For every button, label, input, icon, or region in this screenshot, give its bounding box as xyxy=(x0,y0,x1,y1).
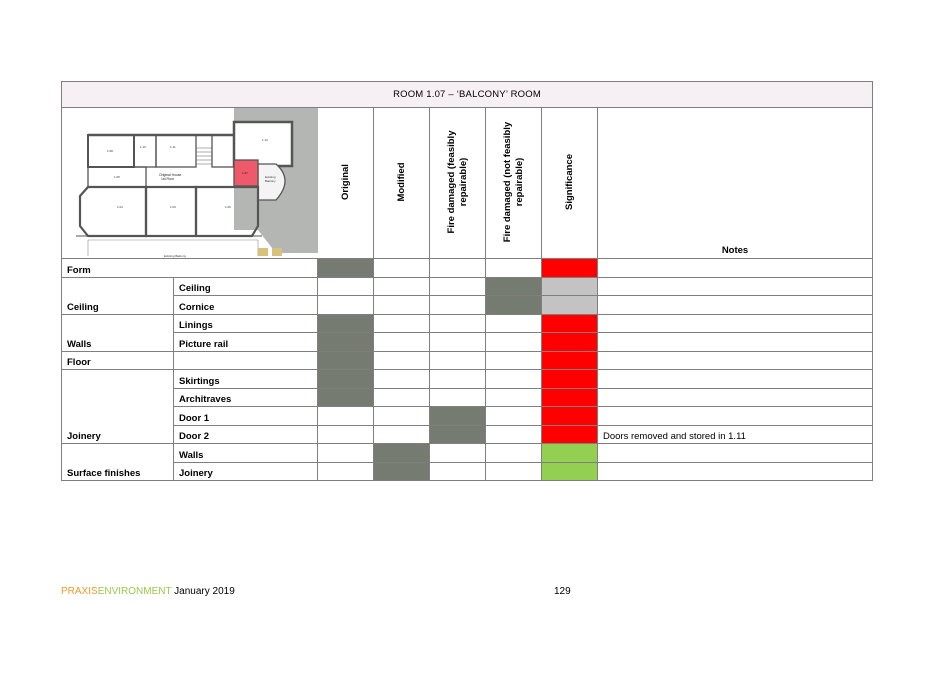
cell-fire-not-feasible xyxy=(486,296,542,315)
header-modified: Modified xyxy=(374,108,430,259)
svg-text:Existing Balcony: Existing Balcony xyxy=(164,254,187,258)
cell-modified xyxy=(374,314,430,333)
cell-notes xyxy=(598,444,873,463)
cell-modified xyxy=(374,333,430,352)
cell-modified xyxy=(374,425,430,444)
cell-significance xyxy=(542,296,598,315)
cell-notes xyxy=(598,277,873,296)
cell-modified xyxy=(374,370,430,389)
cell-original xyxy=(318,333,374,352)
svg-text:1st Floor: 1st Floor xyxy=(161,177,175,181)
cell-notes xyxy=(598,259,873,278)
sub-label-picture-rail: Picture rail xyxy=(174,333,318,352)
cell-notes xyxy=(598,351,873,370)
table-row xyxy=(62,296,873,315)
svg-text:1.04: 1.04 xyxy=(117,205,123,209)
svg-text:Balcony: Balcony xyxy=(265,179,276,183)
cell-fire-not-feasible xyxy=(486,277,542,296)
svg-text:1.08: 1.08 xyxy=(107,149,113,153)
cell-fire-not-feasible xyxy=(486,333,542,352)
svg-text:1.03: 1.03 xyxy=(170,205,176,209)
cell-fire-feasible xyxy=(430,462,486,481)
sub-label-door-2: Door 2 xyxy=(174,425,318,444)
cell-fire-not-feasible xyxy=(486,425,542,444)
cell-significance xyxy=(542,277,598,296)
cell-modified xyxy=(374,407,430,426)
row-label-surface-finishes: Surface finishes xyxy=(62,444,174,481)
cell-notes xyxy=(598,370,873,389)
row-label-ceiling: Ceiling xyxy=(62,277,174,314)
cell-fire-not-feasible xyxy=(486,259,542,278)
cell-notes xyxy=(598,314,873,333)
table-row xyxy=(62,425,873,444)
cell-original xyxy=(318,296,374,315)
cell-modified xyxy=(374,351,430,370)
cell-original xyxy=(318,425,374,444)
row-label-walls: Walls xyxy=(62,314,174,351)
cell-significance xyxy=(542,314,598,333)
cell-significance xyxy=(542,407,598,426)
cell-original xyxy=(318,444,374,463)
svg-text:1.06: 1.06 xyxy=(225,205,231,209)
cell-modified xyxy=(374,388,430,407)
svg-text:1.10: 1.10 xyxy=(140,145,146,149)
cell-significance xyxy=(542,370,598,389)
cell-significance xyxy=(542,333,598,352)
cell-fire-feasible xyxy=(430,388,486,407)
cell-original xyxy=(318,351,374,370)
cell-original xyxy=(318,277,374,296)
cell-fire-feasible xyxy=(430,407,486,426)
sub-label-cornice: Cornice xyxy=(174,296,318,315)
cell-fire-not-feasible xyxy=(486,407,542,426)
cell-notes xyxy=(598,296,873,315)
cell-fire-feasible xyxy=(430,444,486,463)
cell-modified xyxy=(374,462,430,481)
sub-label-joinery: Joinery xyxy=(174,462,318,481)
cell-fire-feasible xyxy=(430,333,486,352)
cell-original xyxy=(318,388,374,407)
footer-brand xyxy=(61,586,235,597)
svg-text:1.07: 1.07 xyxy=(242,171,248,175)
cell-modified xyxy=(374,277,430,296)
row-label-form: Form xyxy=(62,259,318,278)
cell-notes xyxy=(598,388,873,407)
table-row xyxy=(62,462,873,481)
cell-original xyxy=(318,462,374,481)
svg-text:1.12: 1.12 xyxy=(262,138,268,142)
header-significance: Significance xyxy=(542,108,598,259)
header-notes: Notes xyxy=(598,108,873,259)
cell-fire-feasible xyxy=(430,425,486,444)
sub-label-walls: Walls xyxy=(174,444,318,463)
svg-text:Existing: Existing xyxy=(265,175,276,179)
room-title: ROOM 1.07 – ‘BALCONY’ ROOM xyxy=(62,82,873,108)
header-fire-damaged-not-feasibly: Fire damaged (not feasibly repairable) xyxy=(486,108,542,259)
cell-fire-not-feasible xyxy=(486,388,542,407)
table-row xyxy=(62,333,873,352)
sub-label-ceiling: Ceiling xyxy=(174,277,318,296)
brand-environment: ENVIRONMENT xyxy=(97,586,172,597)
table-row xyxy=(62,444,873,463)
table-row xyxy=(62,277,873,296)
cell-original xyxy=(318,314,374,333)
sub-label-door-1: Door 1 xyxy=(174,407,318,426)
table-row xyxy=(62,351,873,370)
cell-fire-not-feasible xyxy=(486,370,542,389)
cell-modified xyxy=(374,444,430,463)
cell-notes-door-2: Doors removed and stored in 1.11 xyxy=(598,425,873,444)
cell-modified xyxy=(374,296,430,315)
cell-fire-feasible xyxy=(430,277,486,296)
cell-notes xyxy=(598,407,873,426)
cell-significance xyxy=(542,259,598,278)
cell-notes xyxy=(598,462,873,481)
cell-notes xyxy=(598,333,873,352)
cell-fire-feasible xyxy=(430,259,486,278)
page-number: 129 xyxy=(554,586,571,597)
floor-plan xyxy=(62,108,318,258)
row-label-floor: Floor xyxy=(62,351,174,370)
sub-label-skirtings: Skirtings xyxy=(174,370,318,389)
cell-original xyxy=(318,370,374,389)
sub-label-architraves: Architraves xyxy=(174,388,318,407)
cell-significance xyxy=(542,462,598,481)
cell-significance xyxy=(542,425,598,444)
svg-text:Original House: Original House xyxy=(159,173,182,177)
cell-fire-not-feasible xyxy=(486,444,542,463)
cell-fire-not-feasible xyxy=(486,462,542,481)
cell-fire-not-feasible xyxy=(486,314,542,333)
table-row xyxy=(62,259,873,278)
table-row xyxy=(62,407,873,426)
sub-label-linings: Linings xyxy=(174,314,318,333)
cell-modified xyxy=(374,259,430,278)
header-original: Original xyxy=(318,108,374,259)
assessment-table xyxy=(61,81,873,481)
cell-fire-feasible xyxy=(430,314,486,333)
cell-fire-not-feasible xyxy=(486,351,542,370)
cell-original xyxy=(318,407,374,426)
row-label-joinery: Joinery xyxy=(62,370,174,444)
svg-text:1.05: 1.05 xyxy=(114,175,120,179)
brand-praxis: PRAXIS xyxy=(61,586,98,597)
svg-text:1.11: 1.11 xyxy=(170,145,176,149)
cell-fire-feasible xyxy=(430,370,486,389)
cell-significance xyxy=(542,388,598,407)
sub-label-empty xyxy=(174,351,318,370)
cell-significance xyxy=(542,351,598,370)
table-row xyxy=(62,388,873,407)
table-row xyxy=(62,370,873,389)
footer-date: January 2019 xyxy=(171,586,235,597)
cell-fire-feasible xyxy=(430,296,486,315)
cell-significance xyxy=(542,444,598,463)
header-fire-damaged-feasibly: Fire damaged (feasibly repairable) xyxy=(430,108,486,259)
floor-plan-cell xyxy=(62,108,318,259)
cell-original xyxy=(318,259,374,278)
cell-fire-feasible xyxy=(430,351,486,370)
table-row xyxy=(62,314,873,333)
